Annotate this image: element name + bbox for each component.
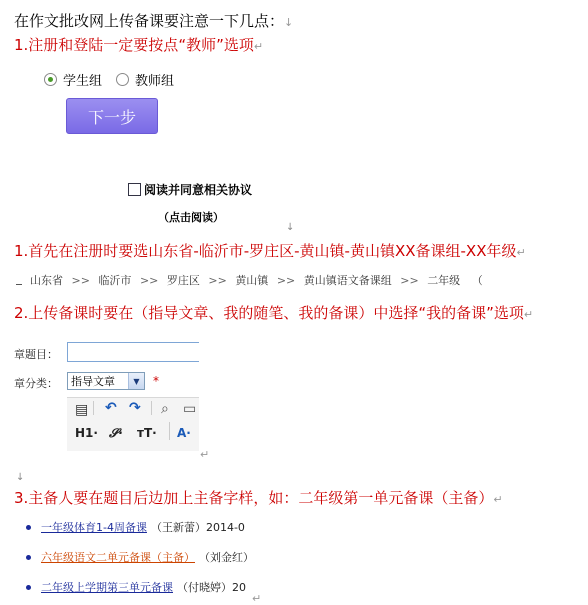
lesson-author: （刘金红）	[199, 551, 254, 564]
student-radio[interactable]	[44, 73, 57, 86]
toolbar-divider	[169, 422, 170, 440]
toolbar-divider	[151, 401, 152, 415]
breadcrumb-separator: >>	[208, 274, 227, 287]
teacher-radio[interactable]	[116, 73, 129, 86]
breadcrumb-separator: >>	[71, 274, 90, 287]
lesson-link[interactable]: 一年级体育1-4周备课	[41, 521, 147, 534]
lesson-link[interactable]: 二年级上学期第三单元备课	[41, 581, 173, 594]
category-label: 章分类：	[14, 377, 58, 390]
required-mark: *	[153, 374, 159, 388]
paste-icon[interactable]: ▤	[75, 402, 89, 418]
breadcrumb-item[interactable]: 罗庄区	[166, 274, 200, 287]
list-item	[26, 549, 254, 565]
breadcrumb-item[interactable]: 临沂市	[98, 274, 132, 287]
bullet-icon	[26, 555, 31, 560]
teacher-radio-label: 教师组	[135, 74, 175, 89]
heading-dropdown[interactable]: H1·	[75, 426, 98, 440]
undo-icon[interactable]: ↶	[105, 400, 117, 416]
font-color-dropdown[interactable]: A·	[177, 426, 191, 440]
lesson-author: （付晓婷）20	[177, 581, 246, 594]
chevron-down-icon[interactable]: ▼	[128, 373, 144, 389]
editor-toolbar	[67, 397, 199, 451]
agree-checkbox[interactable]	[128, 183, 141, 196]
category-select[interactable]	[67, 372, 145, 390]
breadcrumb-item[interactable]: 山东省	[30, 274, 63, 287]
section1-heading: 1.注册和登陆一定要按点“教师”选项↵	[14, 36, 264, 54]
title-input[interactable]	[67, 342, 199, 362]
paragraph-mark-icon: ↵	[253, 40, 264, 53]
breadcrumb-tail: （	[471, 274, 483, 287]
lesson-link[interactable]: 六年级语文二单元备课（主备）	[41, 551, 195, 564]
title-label: 章题目：	[14, 348, 58, 361]
category-value: 指导文章	[71, 375, 115, 388]
section3-heading: 2.上传备课时要在（指导文章、我的随笔、我的备课）中选择“我的备课”选项↵	[14, 304, 534, 322]
paragraph-mark-icon: ↓	[286, 222, 295, 233]
breadcrumb-item[interactable]: 二年级	[427, 274, 461, 287]
section2-heading: 1.首先在注册时要选山东省-临沂市-罗庄区-黄山镇-黄山镇XX备课组-XX年级↵	[14, 242, 526, 260]
breadcrumb	[30, 272, 483, 288]
print-icon[interactable]: ▭	[183, 401, 197, 417]
toolbar-divider	[93, 401, 94, 415]
agree-label: 阅读并同意相关协议	[144, 183, 253, 197]
list-item	[26, 519, 245, 535]
font-family-dropdown[interactable]: 𝓢·	[109, 426, 123, 440]
redo-icon[interactable]: ↷	[129, 400, 141, 416]
student-radio-label: 学生组	[63, 74, 103, 89]
agree-row	[128, 181, 252, 198]
next-step-button[interactable]: 下一步	[66, 98, 158, 134]
paragraph-mark-icon: ↵	[516, 246, 526, 259]
bullet-icon	[26, 585, 31, 590]
read-agreement-link[interactable]: （点击阅读）	[158, 211, 224, 224]
intro-text: 在作文批改网上传备课要注意一下几点：↓	[14, 12, 294, 30]
find-icon[interactable]: ⌕	[161, 401, 169, 417]
divider	[16, 284, 22, 285]
breadcrumb-separator: >>	[276, 274, 296, 287]
paragraph-mark-icon: ↓	[16, 472, 25, 483]
role-radio-group	[44, 70, 188, 89]
breadcrumb-separator: >>	[400, 274, 419, 287]
paragraph-mark-icon: ↵	[252, 592, 262, 605]
list-item	[26, 579, 246, 595]
breadcrumb-item[interactable]: 黄山镇	[235, 274, 269, 287]
paragraph-mark-icon: ↵	[523, 308, 534, 321]
font-size-dropdown[interactable]: тT·	[137, 426, 157, 440]
breadcrumb-separator: >>	[139, 274, 159, 287]
lesson-author: （王新蕾）2014-0	[150, 521, 245, 534]
paragraph-mark-icon: ↵	[200, 448, 210, 461]
paragraph-mark-icon: ↓	[284, 16, 294, 29]
breadcrumb-item[interactable]: 黄山镇语文备课组	[303, 274, 392, 287]
section4-heading: 3.主备人要在题目后边加上主备字样，如：二年级第一单元备课（主备）↵	[14, 489, 503, 507]
bullet-icon	[26, 525, 31, 530]
paragraph-mark-icon: ↵	[493, 493, 503, 506]
